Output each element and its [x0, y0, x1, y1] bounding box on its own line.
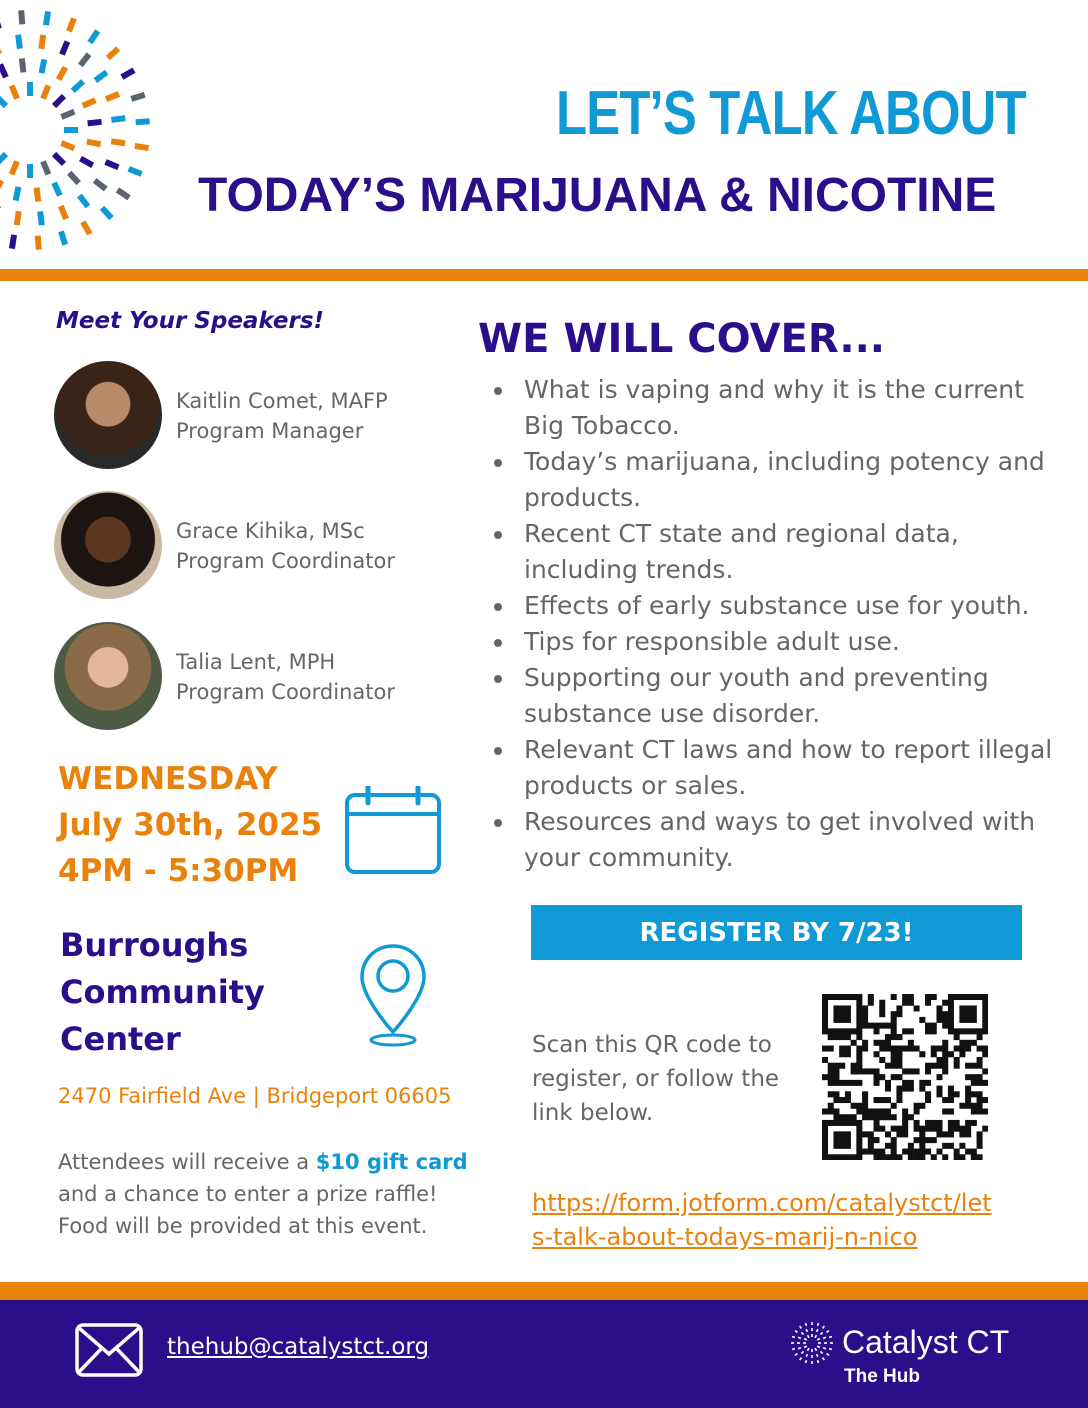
venue-line: Community: [60, 973, 265, 1011]
cover-list: [494, 372, 1054, 876]
sunburst-logo-icon: [0, 10, 150, 260]
location-pin-icon: [356, 942, 430, 1050]
gift-card-highlight: $10 gift card: [315, 1150, 468, 1174]
sunburst-ray: [73, 81, 83, 90]
sunburst-ray: [0, 181, 1, 193]
sunburst-ray: [122, 70, 134, 77]
sunburst-ray: [12, 235, 14, 249]
sunburst-ray: [106, 162, 119, 167]
venue-line: Center: [60, 1020, 181, 1058]
venue-name: [60, 922, 320, 1063]
sunburst-ray: [88, 122, 102, 124]
sunburst-ray: [80, 54, 89, 65]
sunburst-ray: [81, 159, 93, 166]
event-time: 4PM - 5:30PM: [58, 853, 299, 889]
bottom-divider: [0, 1282, 1088, 1300]
list-item: Recent CT state and regional data, including trends.: [494, 516, 1054, 588]
sunburst-ray: [69, 18, 74, 31]
incentive-text: [58, 1146, 478, 1242]
sunburst-ray: [129, 169, 142, 174]
register-button[interactable]: REGISTER BY 7/23!: [531, 905, 1022, 960]
sunburst-ray: [108, 49, 118, 59]
sunburst-ray: [111, 118, 125, 120]
speaker-card: [54, 361, 454, 469]
avatar: [54, 491, 162, 599]
sunburst-ray: [38, 236, 39, 250]
sunburst-ray: [62, 42, 67, 55]
footer: [0, 1300, 1088, 1408]
title-line-1: LET’S TALK ABOUT: [556, 79, 1026, 148]
sunburst-ray: [61, 112, 74, 117]
sunburst-ray: [40, 211, 42, 225]
venue-address: 2470 Fairfield Ave | Bridgeport 06605: [58, 1084, 452, 1108]
incentive-post: and a chance to enter a prize raffle! Food will be provided at this event.: [58, 1182, 438, 1238]
sunburst-ray: [16, 187, 19, 201]
scan-instructions: Scan this QR code to register, or follow the link below.: [532, 1032, 780, 1126]
list-item: Tips for responsible adult use.: [494, 624, 1054, 660]
sunburst-ray: [46, 11, 48, 25]
sunburst-ray: [102, 208, 112, 218]
sunburst-ray: [83, 222, 90, 234]
sunburst-ray: [90, 31, 98, 43]
sunburst-ray: [87, 142, 101, 145]
sunburst-ray: [18, 35, 20, 49]
sunburst-ray: [43, 161, 48, 174]
sunburst-ray: [106, 94, 119, 99]
avatar: [54, 361, 162, 469]
venue-line: Burroughs: [60, 926, 249, 964]
sunburst-ray: [37, 188, 39, 202]
catalyst-logo-icon: [790, 1321, 834, 1365]
sunburst-ray: [83, 100, 96, 106]
sunburst-ray: [135, 146, 149, 148]
event-date: July 30th, 2025: [58, 807, 323, 843]
sunburst-ray: [54, 96, 64, 106]
sunburst-ray: [12, 86, 17, 99]
sunburst-ray: [43, 86, 48, 99]
sunburst-ray: [59, 67, 66, 79]
sunburst-ray: [117, 190, 129, 198]
sunburst-ray: [0, 96, 6, 106]
sunburst-ray: [0, 65, 6, 78]
sunburst-ray: [21, 10, 22, 24]
list-item: Supporting our youth and preventing substance use disorder.: [494, 660, 1054, 732]
speaker-card: [54, 622, 454, 730]
list-item: Today’s marijuana, including potency and products.: [494, 444, 1054, 516]
speaker-role: Program Coordinator: [176, 549, 395, 573]
sunburst-ray: [111, 141, 125, 143]
sunburst-ray: [61, 143, 74, 148]
event-day: WEDNESDAY: [58, 761, 278, 797]
list-item: Relevant CT laws and how to report illegal products or sales.: [494, 732, 1054, 804]
speaker-role: Program Manager: [176, 419, 364, 443]
cover-heading: WE WILL COVER...: [478, 316, 885, 362]
sunburst-ray: [22, 58, 24, 72]
mail-icon: [74, 1322, 144, 1378]
qr-code[interactable]: [822, 994, 988, 1160]
email-link[interactable]: thehub@catalystct.org: [167, 1334, 430, 1360]
speakers-heading: Meet Your Speakers!: [56, 308, 325, 334]
title-line-2: TODAY’S MARIJUANA & NICOTINE: [198, 169, 997, 222]
sunburst-ray: [41, 35, 43, 49]
sunburst-ray: [136, 121, 150, 122]
top-divider: [0, 269, 1088, 281]
avatar: [54, 622, 162, 730]
sunburst-ray: [61, 231, 65, 244]
sunburst-ray: [69, 173, 78, 183]
list-item: What is vaping and why it is the current Big Tobacco.: [494, 372, 1054, 444]
sunburst-ray: [61, 206, 66, 219]
event-datetime: [58, 756, 348, 894]
sunburst-ray: [79, 195, 87, 206]
speaker-name: Grace Kihika, MSc: [176, 519, 365, 543]
speaker-name: Kaitlin Comet, MAFP: [176, 389, 388, 413]
calendar-icon: [344, 786, 442, 876]
sunburst-ray: [95, 72, 106, 80]
sunburst-ray: [42, 59, 45, 73]
list-item: Effects of early substance use for youth.: [494, 588, 1054, 624]
sunburst-ray: [12, 161, 17, 174]
sunburst-ray: [0, 154, 6, 164]
sunburst-ray: [17, 211, 19, 225]
list-item: Resources and ways to get involved with your community.: [494, 804, 1054, 876]
speaker-role: Program Coordinator: [176, 680, 395, 704]
sunburst-ray: [95, 180, 106, 189]
brand-sub: The Hub: [844, 1366, 920, 1387]
registration-link[interactable]: https://form.jotform.com/catalystct/lets-talk-about-todays-marij-n-nico: [532, 1189, 992, 1251]
speaker-name: Talia Lent, MPH: [176, 650, 336, 674]
sunburst-ray: [54, 183, 60, 196]
incentive-pre: Attendees will receive a: [58, 1150, 316, 1174]
sunburst-ray: [54, 154, 64, 164]
brand-name: Catalyst CT: [842, 1324, 1010, 1360]
sunburst-ray: [131, 95, 144, 99]
speaker-card: [54, 491, 454, 599]
